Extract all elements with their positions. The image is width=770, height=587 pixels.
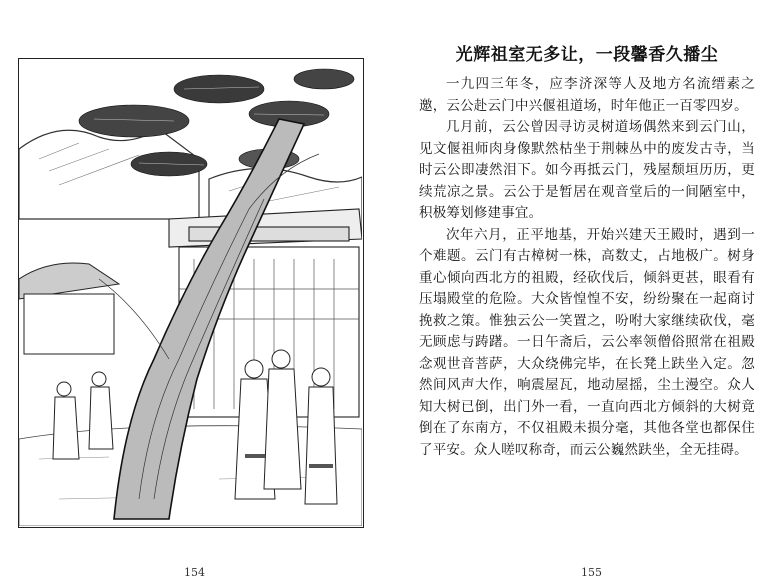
illustration-frame <box>18 58 364 528</box>
body-text <box>419 74 755 461</box>
paragraph: 次年六月，正平地基，开始兴建天王殿时，遇到一个难题。云门有古樟树一株，高数丈，占地极广。树身重心倾向西北方的祖殿，经砍伐后，倾斜更甚，眼看有压塌殿堂的危险。大众皆惶惶不安，纷纷聚在一起商讨挽救之策。惟独云公一笑置之，吩咐大家继续砍伐，毫无顾虑与踌躇。一日午斋后，云公率领僧俗照常在祖殿念观世音菩萨，大众绕佛完毕，在长凳上趺坐入定。忽然间风声大作，响震屋瓦，地动屋摇，尘土漫空。众人知大树已倒，出门外一看，一直向西北方倾斜的大树竟倒在了东南方，不仅祖殿未损分毫，其他各堂也都保住了平安。众人嗟叹称奇，而云公巍然趺坐，全无挂碍。 <box>419 226 755 458</box>
woodblock-illustration-icon <box>19 59 362 526</box>
paragraph: 一九四三年冬，应李济深等人及地方名流缙素之邀，云公赴云门中兴偃祖道场，时年他正一百零四岁。 <box>419 76 755 114</box>
page-number-right: 155 <box>581 566 602 579</box>
page-number-left: 154 <box>184 566 205 579</box>
right-page <box>385 0 770 587</box>
paragraph: 几月前，云公曾因寻访灵树道场偶然来到云门山，见文偃祖师肉身像默然枯坐于荆棘丛中的废发古寺，当时云公即凄然泪下。如今再抵云门，残屋颓垣历历，更续荒凉之景。云公于是暂居在观音堂后的一间陋室中，积极筹划修建事宜。 <box>419 119 755 221</box>
chapter-title: 光辉祖室无多让，一段馨香久播尘 <box>455 45 719 65</box>
